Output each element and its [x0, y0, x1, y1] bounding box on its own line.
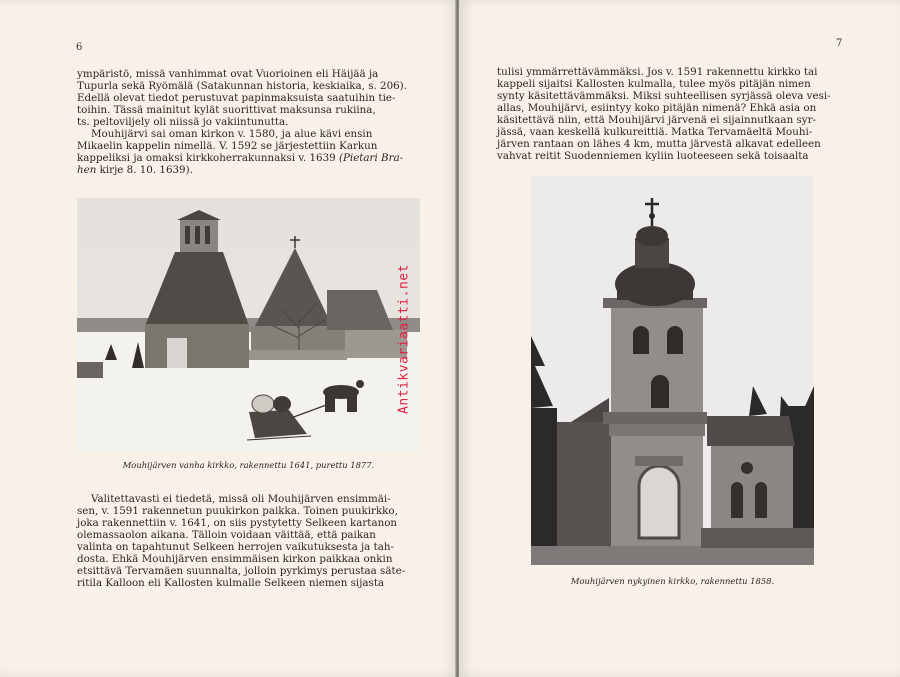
text-italic: hen	[77, 164, 97, 176]
page-number-right: 7	[836, 38, 843, 49]
text-line: ritila Kalloon eli Kallosten kulmalle Selkeen niemen sijasta	[77, 577, 385, 589]
text-line: Valitettavasti ei tiedetä, missä oli Mouhijärven ensimmäi-	[91, 493, 391, 505]
left-text-top	[77, 68, 421, 176]
text-line: allas, Mouhijärvi, esiintyy koko pitäjän nimenä? Ehkä asia on	[497, 102, 817, 114]
figure-caption-right: Mouhijärven nykyinen kirkko, rakennettu 1858.	[570, 576, 775, 586]
text-italic: (Pietari Bra-	[338, 152, 404, 164]
text-line: Mouhijärvi sai oman kirkon v. 1580, ja alue kävi ensin	[91, 128, 373, 140]
text-line: Edellä olevat tiedot perustuvat papinmaksuista saatuihin tie-	[77, 92, 396, 104]
text-line: tulisi ymmärrettävämmäksi. Jos v. 1591 rakennettu kirkko tai	[497, 66, 818, 78]
text-line: valinta on tapahtunut Selkeen herrojen vaikutuksesta ja tah-	[77, 541, 394, 553]
text-line: toihin. Tässä mainitut kylät suorittivat maksunsa rukiina,	[77, 104, 376, 116]
figure-caption-left: Mouhijärven vanha kirkko, rakennettu 1641, purettu 1877.	[122, 460, 375, 470]
watermark-text: Antikvariaatti.net	[396, 264, 412, 414]
text-line	[77, 164, 421, 176]
text-line: ts. peltoviljely oli niissä jo vakiintunutta.	[77, 116, 289, 128]
left-text-bottom	[77, 493, 421, 589]
text-segment: kirje 8. 10. 1639).	[96, 164, 193, 176]
text-line: olemassaolon aikana. Tälloin voidaan väittää, että paikan	[77, 529, 376, 541]
text-line: etsittävä Tervamäen suunnalta, jolloin pyrkimys perustaa säte-	[77, 565, 406, 577]
text-line: synty käsitettävämmäksi. Miksi suhteellisen syrjässä oleva vesi-	[497, 90, 831, 102]
text-line: järven rantaan on lähes 4 km, mutta järvestä alkavat edelleen	[497, 138, 821, 150]
page-number-left: 6	[76, 42, 83, 53]
text-line: vahvat reitit Suodenniemen kyliin luoteeseen sekä toisaalta	[497, 150, 809, 162]
new-church-photo	[531, 176, 814, 565]
text-line: joka rakennettiin v. 1641, on siis pystytetty Selkeen kartanon	[77, 517, 398, 529]
text-line: kappeli sijaitsi Kallosten kulmalla, tulee myös pitäjän nimen	[497, 78, 811, 90]
text-line	[77, 152, 421, 164]
old-church-illustration	[77, 198, 420, 452]
text-line: Tupurla sekä Ryömälä (Satakunnan historia, keskiaika, s. 206).	[77, 80, 407, 92]
text-line: käsitettävä niin, että Mouhijärvi järvenä ei sijainnutkaan syr-	[497, 114, 816, 126]
text-line: sen, v. 1591 rakennetun puukirkon paikka. Toinen puukirkko,	[77, 505, 398, 517]
text-line: dosta. Ehkä Mouhijärven ensimmäisen kirkon paikkaa onkin	[77, 553, 393, 565]
text-line: Mikaelin kappelin nimellä. V. 1592 se järjestettiin Karkun	[77, 140, 378, 152]
text-line: jässä, vaan keskellä kulkureittiä. Matka Tervamäeltä Mouhi-	[497, 126, 813, 138]
right-text-top	[497, 66, 845, 162]
text-line: ympäristö, missä vanhimmat ovat Vuorioinen eli Häijää ja	[77, 68, 379, 80]
text-segment: kappeliksi ja omaksi kirkkoherrakunnaksi v. 1639	[77, 152, 339, 164]
